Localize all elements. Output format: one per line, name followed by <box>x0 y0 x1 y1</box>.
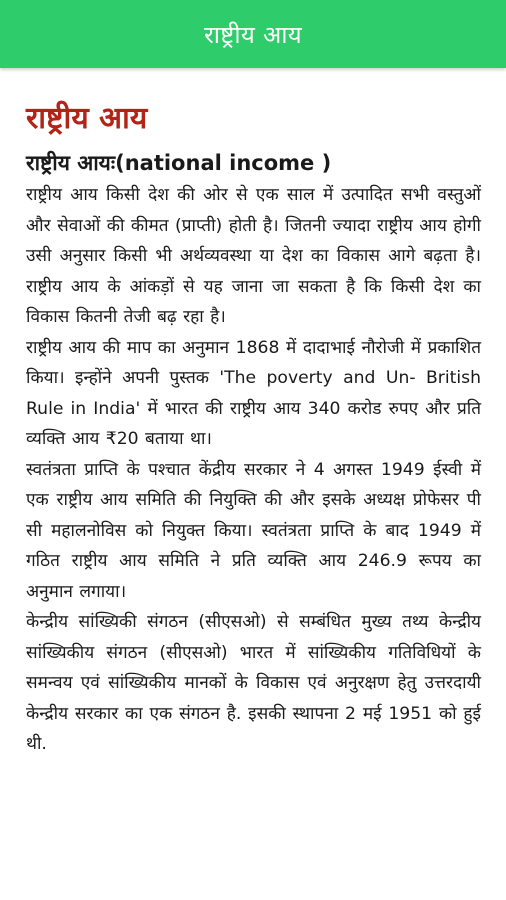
app-bar <box>0 0 506 68</box>
article-content <box>0 68 506 760</box>
paragraph-history: राष्ट्रीय आय की माप का अनुमान 1868 में दादाभाई नौरोजी में प्रकाशित किया। इन्होंने अपनी पुस्तक 'The poverty and Un- British Rule in India' में भारत की राष्ट्रीय आय 340 करोड रुपए और प्रति व्यक्ति आय ₹20 बताया था। <box>26 337 481 449</box>
article-subtitle: राष्ट्रीय आयः(national income ) <box>26 151 332 175</box>
app-bar-title: राष्ट्रीय आय <box>203 20 303 49</box>
paragraph-definition: राष्ट्रीय आय किसी देश की ओर से एक साल में उत्पादित सभी वस्तुओं और सेवाओं की कीमत (प्राप्ती) होती है। जितनी ज्यादा राष्ट्रीय आय होगी उसी अनुसार किसी भी अर्थव्यवस्था या देश का विकास आगे बढ़ता है। राष्ट्रीय आय के आंकड़ों से यह जाना जा सकता है कि किसी देश का विकास कितनी तेजी बढ़ रहा है। <box>26 185 481 327</box>
article-title: राष्ट्रीय आय <box>26 101 148 136</box>
paragraph-cso: केन्द्रीय सांख्यिकी संगठन (सीएसओ) से सम्बंधित मुख्य तथ्य केन्द्रीय सांख्यिकीय संगठन (सीएसओ) भारत में सांख्यिकीय गतिविधियों के समन्वय एवं सांख्यिकीय मानकों के विकास एवं अनुरक्षण हेतु उत्तरदायी केन्द्रीय सरकार का एक संगठन है. इसकी स्थापना 2 मई 1951 को हुई थी. <box>26 612 481 754</box>
paragraph-committee: स्वतंत्रता प्राप्ति के पश्चात केंद्रीय सरकार ने 4 अगस्त 1949 ईस्वी में एक राष्ट्रीय आय समिति की नियुक्ति की और इसके अध्यक्ष प्रोफेसर पी सी महालनोविस को नियुक्त किया। स्वतंत्रता प्राप्ति के बाद 1949 में गठित राष्ट्रीय आय समिति ने प्रति व्यक्ति आय 246.9 रूपय का अनुमान लगाया। <box>26 459 481 602</box>
